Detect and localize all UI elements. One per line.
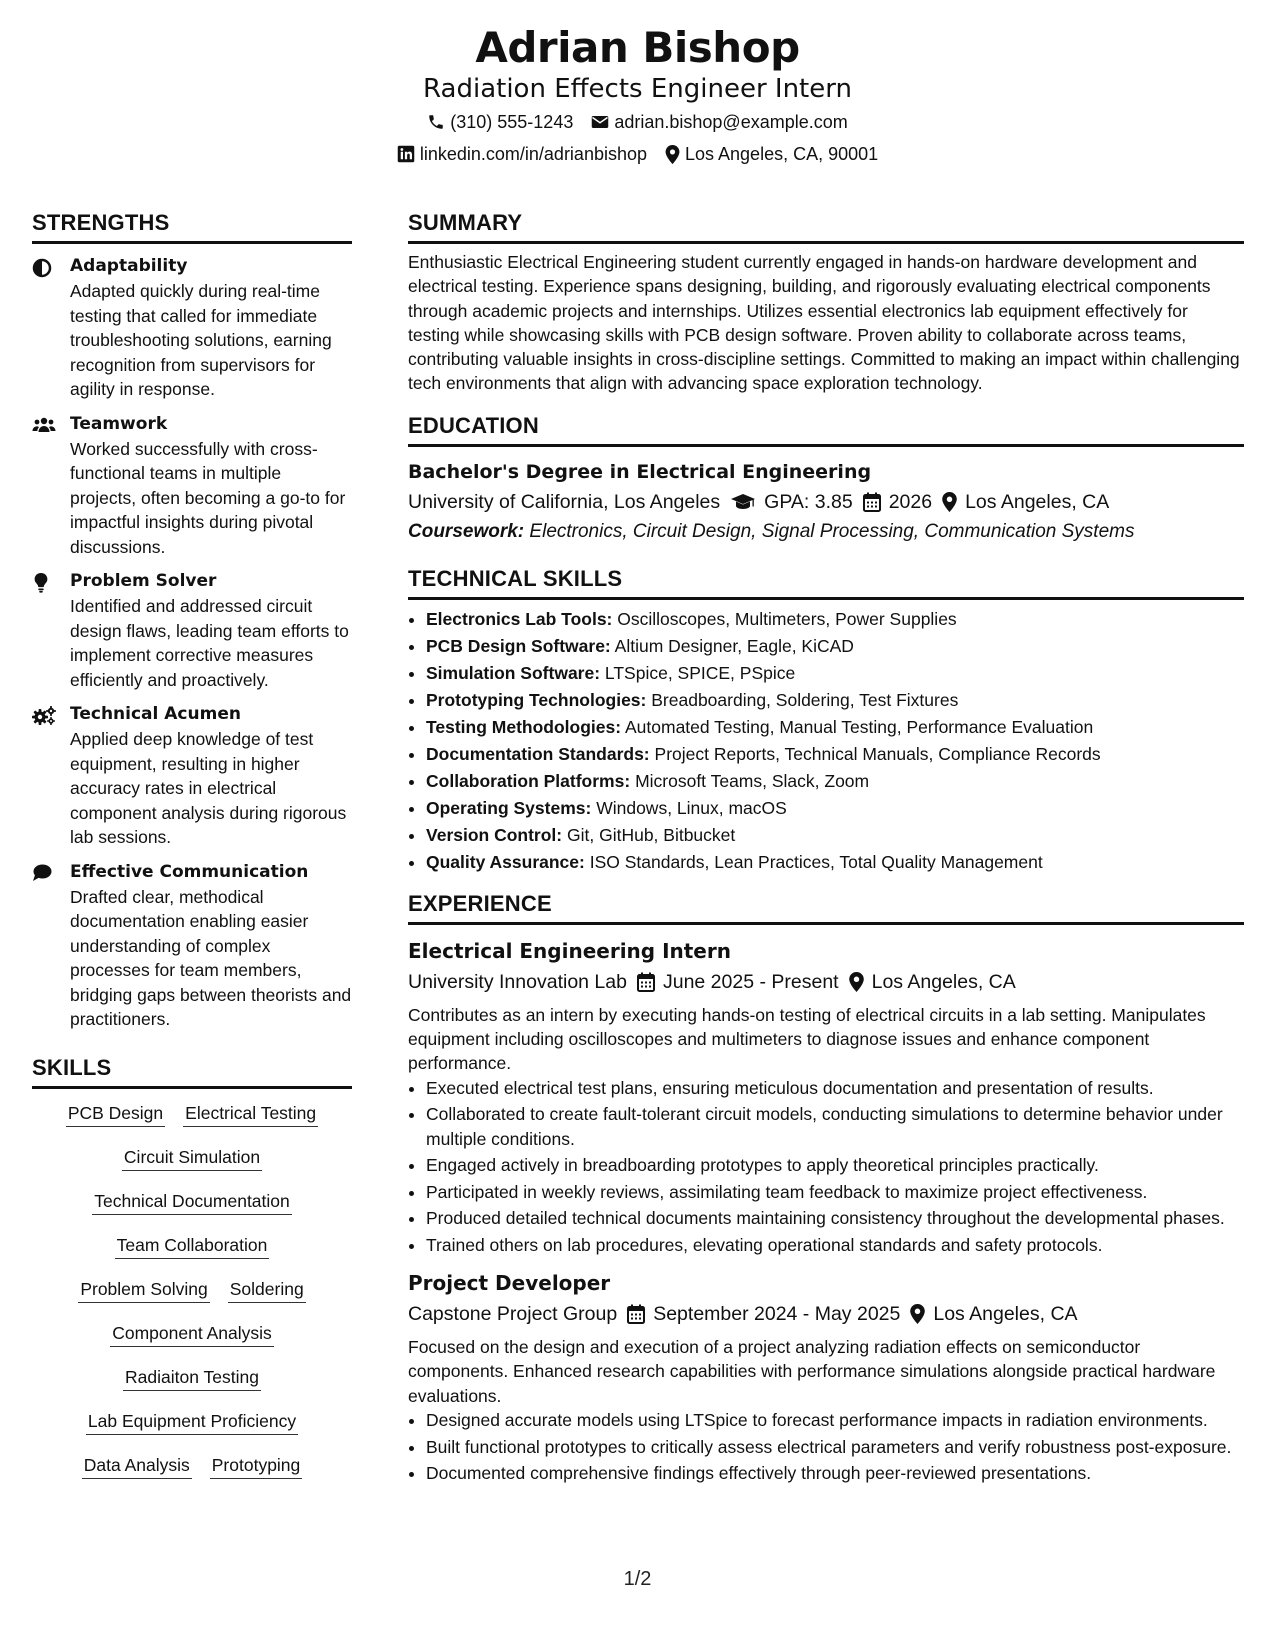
job-description: Focused on the design and execution of a project analyzing radiation effects on semiconductor components. Enhanced research capabilities with performance simulations alongside practical hardware evaluations. <box>408 1337 1216 1406</box>
calendar-icon <box>627 1304 645 1324</box>
map-pin-icon <box>849 972 864 992</box>
list-item: • Engaged actively in breadboarding prototypes to apply theoretical principles practically. <box>426 1153 1244 1178</box>
strength-item <box>32 702 352 850</box>
job-meta <box>408 1299 1244 1329</box>
skill-tag: Component Analysis <box>110 1321 274 1347</box>
skill-tag: Data Analysis <box>82 1453 192 1479</box>
lightbulb-icon <box>32 573 50 593</box>
list-item: • Electronics Lab Tools: Oscilloscopes, Multimeters, Power Supplies <box>426 606 1244 633</box>
job-bullets <box>408 1076 1244 1258</box>
job-dates: June 2025 - Present <box>662 970 839 993</box>
map-pin-icon <box>665 145 680 164</box>
job-org: Capstone Project Group <box>408 1303 618 1326</box>
skill-row <box>32 1409 352 1435</box>
list-item: • Designed accurate models using LTSpice to forecast performance impacts in radiation environments. <box>426 1408 1244 1433</box>
email-item[interactable] <box>591 106 847 138</box>
phone-icon <box>427 113 445 131</box>
coursework-list: Electronics, Circuit Design, Signal Processing, Communication Systems <box>529 520 1135 542</box>
linkedin-text: linkedin.com/in/adrianbishop <box>419 144 647 164</box>
list-item: • Collaborated to create fault-tolerant circuit models, conducting simulations to determine behavior under multiple conditions. <box>426 1102 1244 1151</box>
linkedin-icon <box>397 145 415 163</box>
list-item: • Testing Methodologies: Automated Testing, Manual Testing, Performance Evaluation <box>426 714 1244 741</box>
strengths-heading: STRENGTHS <box>32 205 352 244</box>
strength-title: Technical Acumen <box>70 704 241 724</box>
page-number: 1/2 <box>623 1568 652 1590</box>
skill-row <box>32 1277 352 1303</box>
skill-row <box>32 1145 352 1171</box>
skill-tag: Radiaiton Testing <box>123 1365 261 1391</box>
map-pin-icon <box>942 492 957 512</box>
list-item: • Prototyping Technologies: Breadboarding, Soldering, Test Fixtures <box>426 687 1244 714</box>
resume-header <box>0 22 1275 170</box>
job-location: Los Angeles, CA <box>871 970 1016 993</box>
skill-tag: Team Collaboration <box>115 1233 270 1259</box>
skill-tag: Circuit Simulation <box>122 1145 262 1171</box>
skill-row <box>32 1365 352 1391</box>
strength-title: Adaptability <box>70 256 188 276</box>
skill-tag: Problem Solving <box>78 1277 209 1303</box>
coursework <box>408 517 1244 547</box>
skill-tag: Electrical Testing <box>183 1101 318 1127</box>
education-meta <box>408 487 1244 517</box>
location-item <box>665 138 878 170</box>
summary-text: Enthusiastic Electrical Engineering student currently engaged in hands-on hardware development and electrical testing. Experience spans designing, building, and rigorously evaluating electrical components through academic projects and internships. Utilizes essential electronics lab equipment effectively for testing while showcasing skills with PCB design software. Proven ability to collaborate across teams, contributing valuable insights in cross-discipline settings. Committed to making an impact within challenging tech environments that align with advancing space exploration technology. <box>408 252 1240 394</box>
skills-heading: SKILLS <box>32 1050 352 1089</box>
skill-tag: Technical Documentation <box>92 1189 292 1215</box>
summary-heading: SUMMARY <box>408 205 1244 244</box>
phone-item[interactable] <box>427 106 573 138</box>
job-org: University Innovation Lab <box>408 970 627 993</box>
skill-tag: Prototyping <box>210 1453 303 1479</box>
education-heading: EDUCATION <box>408 408 1244 447</box>
list-item: • Collaboration Platforms: Microsoft Teams, Slack, Zoom <box>426 768 1244 795</box>
job-entry <box>408 1267 1244 1485</box>
technical-skills-heading: TECHNICAL SKILLS <box>408 561 1244 600</box>
phone-text: (310) 555-1243 <box>450 112 574 132</box>
contact-row-2 <box>0 138 1275 170</box>
coursework-label: Coursework: <box>408 520 525 542</box>
strength-desc: Drafted clear, methodical documentation enabling easier understanding of complex processes for team members, bridging gaps between theorists and practitioners. <box>70 886 352 1029</box>
list-item: • Operating Systems: Windows, Linux, macOS <box>426 795 1244 822</box>
list-item: • Version Control: Git, GitHub, Bitbucket <box>426 822 1244 849</box>
technical-skills-list <box>408 606 1244 876</box>
skill-tag: Lab Equipment Proficiency <box>86 1409 298 1435</box>
email-text: adrian.bishop@example.com <box>614 112 848 132</box>
school-name: University of California, Los Angeles <box>408 490 721 513</box>
gpa-text: GPA: 3.85 <box>764 490 853 513</box>
calendar-icon <box>863 492 881 512</box>
candidate-role: Radiation Effects Engineer Intern <box>423 74 852 104</box>
list-item: • Simulation Software: LTSpice, SPICE, PSpice <box>426 660 1244 687</box>
skill-row <box>32 1189 352 1215</box>
strength-item <box>32 412 352 560</box>
list-item: • Participated in weekly reviews, assimilating team feedback to maximize project effectiveness. <box>426 1180 1244 1205</box>
skill-row <box>32 1101 352 1127</box>
grad-year: 2026 <box>888 490 933 513</box>
strength-desc: Adapted quickly during real-time testing that called for immediate troubleshooting solutions, earning recognition from supervisors for agility in response. <box>70 281 332 399</box>
degree-title: Bachelor's Degree in Electrical Engineering <box>408 460 872 483</box>
map-pin-icon <box>910 1304 925 1324</box>
gears-icon <box>32 706 56 726</box>
list-item: • Executed electrical test plans, ensuring meticulous documentation and presentation of results. <box>426 1076 1244 1101</box>
job-entry <box>408 935 1244 1257</box>
envelope-icon <box>591 114 609 130</box>
skill-row <box>32 1321 352 1347</box>
school-location: Los Angeles, CA <box>965 490 1110 513</box>
list-item: • Built functional prototypes to critically assess electrical parameters and verify robustness post-exposure. <box>426 1435 1244 1460</box>
strength-title: Effective Communication <box>70 861 309 882</box>
users-icon <box>32 416 56 434</box>
skills-tags <box>32 1099 352 1479</box>
list-item: • Produced detailed technical documents maintaining consistency throughout the developmental phases. <box>426 1206 1244 1231</box>
strength-desc: Worked successfully with cross-functional teams in multiple projects, often becoming a go-to for impactful insights during pivotal discussions. <box>70 438 346 557</box>
calendar-icon <box>637 972 655 992</box>
strength-title: Teamwork <box>70 413 168 434</box>
strength-item <box>32 860 352 1032</box>
job-description: Contributes as an intern by executing hands-on testing of electrical circuits in a lab setting. Manipulates equipment including oscilloscopes and multimeters to diagnose issues and enhance component performance. <box>408 1004 1206 1074</box>
skill-tag: PCB Design <box>66 1101 165 1127</box>
job-title: Electrical Engineering Intern <box>408 938 731 963</box>
candidate-name: Adrian Bishop <box>475 23 800 72</box>
list-item: • Documentation Standards: Project Reports, Technical Manuals, Compliance Records <box>426 741 1244 768</box>
experience-heading: EXPERIENCE <box>408 886 1244 925</box>
strength-desc: Identified and addressed circuit design flaws, leading team efforts to implement corrective measures efficiently and proactively. <box>70 596 349 690</box>
skill-tag: Soldering <box>228 1277 306 1303</box>
strength-desc: Applied deep knowledge of test equipment, resulting in higher accuracy rates in electrical component analysis during rigorous lab sessions. <box>70 729 347 847</box>
skill-row <box>32 1453 352 1479</box>
job-meta <box>408 967 1244 997</box>
skill-row <box>32 1233 352 1259</box>
job-title: Project Developer <box>408 1271 611 1296</box>
list-item: • Quality Assurance: ISO Standards, Lean Practices, Total Quality Management <box>426 849 1244 876</box>
left-column <box>32 205 352 1497</box>
speech-bubble-icon <box>32 864 52 882</box>
location-text: Los Angeles, CA, 90001 <box>685 144 879 164</box>
strength-item <box>32 254 352 402</box>
list-item: • Trained others on lab procedures, elevating operational standards and safety protocols. <box>426 1233 1244 1258</box>
list-item: • Documented comprehensive findings effectively through peer-reviewed presentations. <box>426 1461 1244 1486</box>
job-dates: September 2024 - May 2025 <box>653 1303 901 1326</box>
list-item: • PCB Design Software: Altium Designer, Eagle, KiCAD <box>426 633 1244 660</box>
half-circle-icon <box>32 258 52 278</box>
graduation-cap-icon <box>730 493 756 511</box>
right-column <box>408 205 1244 1488</box>
strength-item <box>32 569 352 692</box>
linkedin-item[interactable] <box>397 138 647 170</box>
strength-title: Problem Solver <box>70 571 217 591</box>
job-location: Los Angeles, CA <box>933 1303 1078 1326</box>
job-bullets <box>408 1408 1244 1486</box>
contact-row-1 <box>0 106 1275 138</box>
